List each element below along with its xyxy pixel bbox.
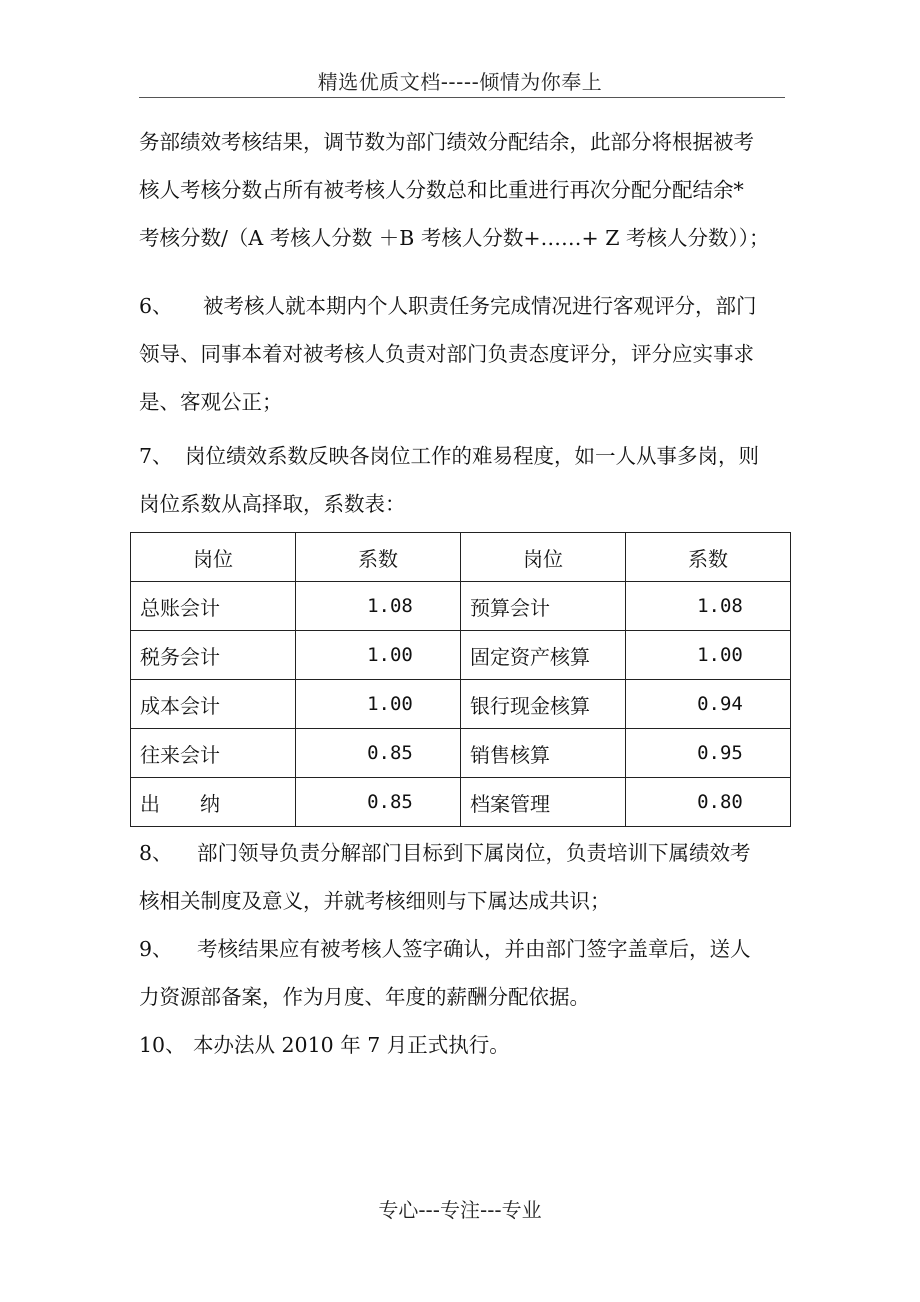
coefficient-cell: 1.08 (626, 582, 791, 631)
position-cell: 固定资产核算 (461, 631, 626, 680)
item-6-line: 领导、同事本着对被考核人负责对部门负责态度评分，评分应实事求 (139, 342, 754, 366)
item-9-number: 9、 (139, 937, 173, 961)
item-9-text: 考核结果应有被考核人签字确认，并由部门签字盖章后，送人 (197, 937, 751, 961)
item-7-line: 岗位系数从高择取，系数表： (139, 492, 406, 516)
coefficient-cell: 1.00 (626, 631, 791, 680)
coefficient-cell: 0.94 (626, 680, 791, 729)
page-header: 精选优质文档-----倾情为你奉上 (317, 70, 603, 94)
document-body (139, 118, 789, 1069)
coefficient-cell: 0.95 (626, 729, 791, 778)
paragraph-line: 务部绩效考核结果，调节数为部门绩效分配结余，此部分将根据被考 (139, 130, 754, 154)
paragraph-line: 核人考核分数占所有被考核人分数总和比重进行再次分配分配结余* (139, 178, 744, 202)
position-cell: 档案管理 (461, 778, 626, 827)
table-header-row (131, 533, 791, 582)
column-header-position: 岗位 (461, 533, 626, 582)
item-10-text: 本办法从 2010 年 7 月正式执行。 (193, 1033, 510, 1057)
table-row (131, 778, 791, 827)
coefficient-table (130, 532, 791, 827)
item-8-number: 8、 (139, 841, 173, 865)
position-cell: 税务会计 (131, 631, 296, 680)
coefficient-cell: 0.80 (626, 778, 791, 827)
item-6-text: 被考核人就本期内个人职责任务完成情况进行客观评分，部门 (203, 294, 757, 318)
table-row (131, 680, 791, 729)
position-cell: 成本会计 (131, 680, 296, 729)
coefficient-cell: 1.08 (296, 582, 461, 631)
item-8-text: 部门领导负责分解部门目标到下属岗位，负责培训下属绩效考 (197, 841, 751, 865)
position-cell: 银行现金核算 (461, 680, 626, 729)
position-cell: 出 纳 (131, 778, 296, 827)
item-7-number: 7、 (139, 444, 173, 468)
coefficient-cell: 0.85 (296, 729, 461, 778)
table-row (131, 631, 791, 680)
table-row (131, 729, 791, 778)
position-cell: 销售核算 (461, 729, 626, 778)
position-cell: 预算会计 (461, 582, 626, 631)
item-8-line: 核相关制度及意义，并就考核细则与下属达成共识； (139, 889, 611, 913)
page-footer: 专心---专注---专业 (378, 1198, 542, 1222)
item-6-number: 6、 (139, 294, 173, 318)
header-divider (139, 97, 785, 98)
item-6-line: 是、客观公正； (139, 390, 283, 414)
paragraph-gap (139, 262, 789, 282)
coefficient-cell: 1.00 (296, 680, 461, 729)
item-6-line (139, 282, 789, 330)
item-10-number: 10、 (139, 1033, 186, 1057)
column-header-coefficient: 系数 (296, 533, 461, 582)
item-7-text: 岗位绩效系数反映各岗位工作的难易程度，如一人从事多岗，则 (185, 444, 759, 468)
coefficient-cell: 1.00 (296, 631, 461, 680)
column-header-position: 岗位 (131, 533, 296, 582)
item-8-line (139, 829, 789, 877)
position-cell: 往来会计 (131, 729, 296, 778)
item-10-line (139, 1021, 789, 1069)
paragraph-line: 考核分数/（A 考核人分数 ＋B 考核人分数+……+ Z 考核人分数））； (139, 226, 770, 250)
table-row (131, 582, 791, 631)
item-9-line (139, 925, 789, 973)
column-header-coefficient: 系数 (626, 533, 791, 582)
item-9-line: 力资源部备案，作为月度、年度的薪酬分配依据。 (139, 985, 590, 1009)
coefficient-cell: 0.85 (296, 778, 461, 827)
position-cell: 总账会计 (131, 582, 296, 631)
item-7-line (139, 432, 789, 480)
